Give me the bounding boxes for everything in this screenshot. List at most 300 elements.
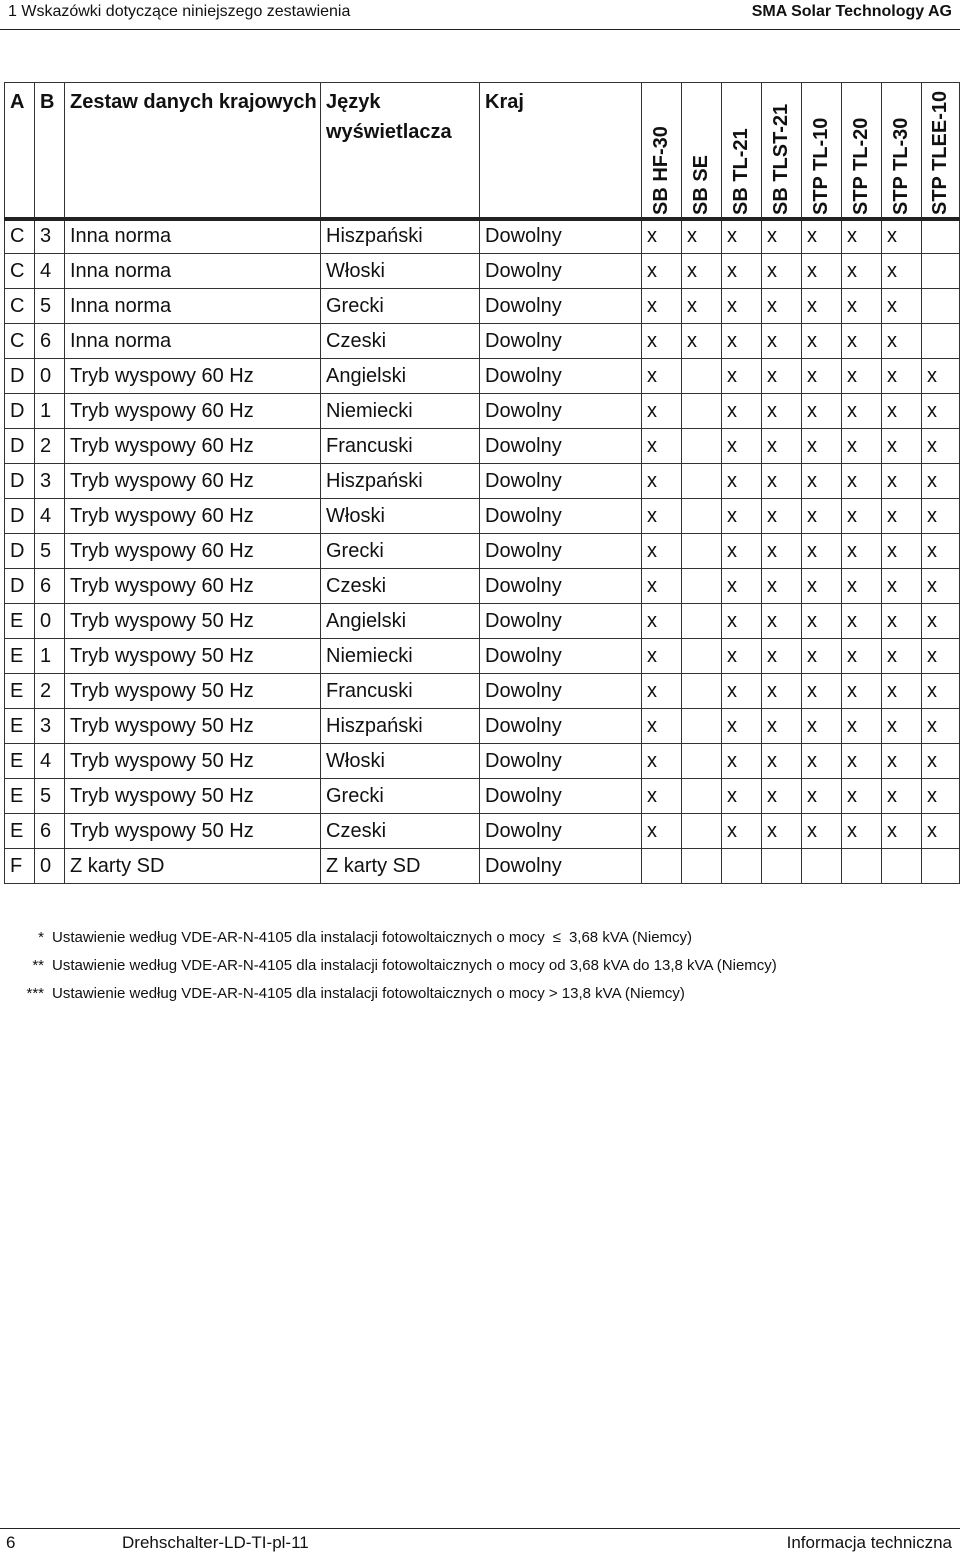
cell-mark: x bbox=[642, 569, 682, 604]
footnote-text: Ustawienie według VDE-AR-N-4105 dla instalacji fotowoltaicznych o mocy ≤ 3,68 kVA (Niemcy) bbox=[52, 924, 692, 952]
cell-mark: x bbox=[802, 359, 842, 394]
cell-mark: x bbox=[642, 744, 682, 779]
cell-a: D bbox=[5, 499, 35, 534]
page-number: 6 bbox=[6, 1533, 16, 1552]
cell-mark: x bbox=[762, 394, 802, 429]
header-model: STP TL-10 bbox=[802, 83, 842, 219]
cell-mark: x bbox=[882, 359, 922, 394]
cell-mark: x bbox=[722, 674, 762, 709]
cell-mark: x bbox=[802, 779, 842, 814]
cell-dataset: Tryb wyspowy 50 Hz bbox=[65, 814, 321, 849]
cell-a: C bbox=[5, 219, 35, 254]
cell-mark: x bbox=[642, 289, 682, 324]
cell-mark: x bbox=[722, 499, 762, 534]
cell-a: F bbox=[5, 849, 35, 884]
cell-mark: x bbox=[922, 814, 960, 849]
cell-language: Z karty SD bbox=[321, 849, 480, 884]
cell-mark: x bbox=[802, 289, 842, 324]
cell-b: 3 bbox=[35, 219, 65, 254]
cell-mark: x bbox=[922, 534, 960, 569]
cell-mark: x bbox=[802, 254, 842, 289]
header-model: SB HF-30 bbox=[642, 83, 682, 219]
cell-country: Dowolny bbox=[480, 569, 642, 604]
cell-country: Dowolny bbox=[480, 219, 642, 254]
cell-mark: x bbox=[802, 324, 842, 359]
cell-mark bbox=[722, 849, 762, 884]
cell-language: Angielski bbox=[321, 359, 480, 394]
cell-mark: x bbox=[802, 604, 842, 639]
cell-language: Włoski bbox=[321, 254, 480, 289]
cell-mark: x bbox=[922, 429, 960, 464]
header-language: Język wyświetlacza bbox=[321, 83, 480, 219]
cell-mark: x bbox=[802, 429, 842, 464]
cell-mark: x bbox=[762, 604, 802, 639]
cell-a: D bbox=[5, 359, 35, 394]
cell-mark: x bbox=[882, 499, 922, 534]
cell-b: 3 bbox=[35, 709, 65, 744]
cell-mark: x bbox=[722, 219, 762, 254]
cell-mark bbox=[682, 429, 722, 464]
cell-mark: x bbox=[722, 779, 762, 814]
cell-a: D bbox=[5, 464, 35, 499]
cell-mark: x bbox=[802, 814, 842, 849]
cell-language: Grecki bbox=[321, 534, 480, 569]
cell-mark: x bbox=[882, 639, 922, 674]
table-row bbox=[5, 569, 960, 604]
cell-a: E bbox=[5, 709, 35, 744]
cell-mark bbox=[842, 849, 882, 884]
cell-mark: x bbox=[642, 394, 682, 429]
table-row bbox=[5, 289, 960, 324]
footnote-symbol: ** bbox=[32, 957, 44, 974]
cell-a: C bbox=[5, 289, 35, 324]
cell-language: Francuski bbox=[321, 674, 480, 709]
footnote-symbol: * bbox=[38, 929, 44, 946]
cell-mark: x bbox=[722, 709, 762, 744]
footnote-symbol: *** bbox=[26, 985, 44, 1002]
cell-language: Hiszpański bbox=[321, 219, 480, 254]
cell-mark bbox=[642, 849, 682, 884]
cell-mark: x bbox=[922, 464, 960, 499]
cell-language: Czeski bbox=[321, 324, 480, 359]
cell-mark: x bbox=[842, 814, 882, 849]
cell-a: E bbox=[5, 744, 35, 779]
cell-mark: x bbox=[882, 464, 922, 499]
cell-dataset: Tryb wyspowy 60 Hz bbox=[65, 534, 321, 569]
cell-mark: x bbox=[842, 534, 882, 569]
cell-mark: x bbox=[642, 254, 682, 289]
cell-mark: x bbox=[762, 324, 802, 359]
page-header bbox=[0, 0, 960, 30]
cell-mark: x bbox=[842, 604, 882, 639]
cell-mark: x bbox=[842, 464, 882, 499]
cell-mark: x bbox=[722, 639, 762, 674]
cell-mark: x bbox=[722, 324, 762, 359]
cell-mark: x bbox=[722, 254, 762, 289]
cell-mark: x bbox=[762, 429, 802, 464]
cell-a: E bbox=[5, 779, 35, 814]
cell-country: Dowolny bbox=[480, 814, 642, 849]
table-row bbox=[5, 639, 960, 674]
header-model: STP TLEE-10 bbox=[922, 83, 960, 219]
cell-a: C bbox=[5, 324, 35, 359]
cell-mark bbox=[922, 219, 960, 254]
cell-mark: x bbox=[762, 499, 802, 534]
table-row bbox=[5, 849, 960, 884]
cell-b: 4 bbox=[35, 254, 65, 289]
cell-mark: x bbox=[642, 219, 682, 254]
cell-mark: x bbox=[642, 779, 682, 814]
table-row bbox=[5, 429, 960, 464]
cell-mark: x bbox=[882, 429, 922, 464]
cell-mark: x bbox=[642, 604, 682, 639]
document-id: Drehschalter-LD-TI-pl-11 bbox=[122, 1533, 309, 1552]
header-dataset: Zestaw danych krajowych bbox=[65, 83, 321, 219]
table-row bbox=[5, 464, 960, 499]
cell-b: 6 bbox=[35, 324, 65, 359]
cell-mark: x bbox=[842, 639, 882, 674]
cell-country: Dowolny bbox=[480, 709, 642, 744]
cell-b: 1 bbox=[35, 639, 65, 674]
cell-mark: x bbox=[922, 394, 960, 429]
cell-mark: x bbox=[762, 254, 802, 289]
cell-country: Dowolny bbox=[480, 324, 642, 359]
cell-mark: x bbox=[922, 569, 960, 604]
cell-mark: x bbox=[842, 324, 882, 359]
cell-a: C bbox=[5, 254, 35, 289]
cell-country: Dowolny bbox=[480, 674, 642, 709]
cell-country: Dowolny bbox=[480, 289, 642, 324]
cell-mark bbox=[802, 849, 842, 884]
cell-a: E bbox=[5, 674, 35, 709]
cell-mark: x bbox=[842, 674, 882, 709]
cell-country: Dowolny bbox=[480, 359, 642, 394]
cell-mark: x bbox=[762, 814, 802, 849]
cell-mark bbox=[682, 604, 722, 639]
table-row bbox=[5, 324, 960, 359]
cell-mark: x bbox=[802, 709, 842, 744]
cell-mark bbox=[682, 394, 722, 429]
cell-mark: x bbox=[842, 569, 882, 604]
cell-mark bbox=[682, 779, 722, 814]
company-name: SMA Solar Technology AG bbox=[751, 3, 952, 20]
cell-mark: x bbox=[882, 324, 922, 359]
cell-mark: x bbox=[762, 534, 802, 569]
cell-mark: x bbox=[762, 464, 802, 499]
table-header-row bbox=[5, 83, 960, 219]
cell-country: Dowolny bbox=[480, 604, 642, 639]
cell-b: 6 bbox=[35, 569, 65, 604]
cell-mark: x bbox=[642, 639, 682, 674]
table-row bbox=[5, 254, 960, 289]
cell-dataset: Inna norma bbox=[65, 289, 321, 324]
footnotes bbox=[4, 924, 777, 1008]
cell-language: Niemiecki bbox=[321, 394, 480, 429]
cell-mark: x bbox=[922, 499, 960, 534]
cell-b: 5 bbox=[35, 289, 65, 324]
cell-mark bbox=[922, 254, 960, 289]
cell-mark: x bbox=[722, 814, 762, 849]
cell-language: Włoski bbox=[321, 499, 480, 534]
table-row bbox=[5, 674, 960, 709]
cell-mark: x bbox=[922, 604, 960, 639]
footnote bbox=[4, 980, 777, 1008]
cell-mark: x bbox=[722, 744, 762, 779]
cell-mark: x bbox=[842, 744, 882, 779]
section-title: 1 Wskazówki dotyczące niniejszego zestawienia bbox=[8, 3, 351, 20]
cell-dataset: Inna norma bbox=[65, 324, 321, 359]
cell-mark: x bbox=[882, 394, 922, 429]
table-row bbox=[5, 814, 960, 849]
cell-mark: x bbox=[762, 744, 802, 779]
cell-mark: x bbox=[842, 219, 882, 254]
cell-mark: x bbox=[642, 324, 682, 359]
cell-mark: x bbox=[762, 674, 802, 709]
cell-mark bbox=[922, 849, 960, 884]
cell-mark: x bbox=[722, 289, 762, 324]
footnote bbox=[4, 924, 777, 952]
cell-b: 5 bbox=[35, 779, 65, 814]
cell-mark: x bbox=[642, 499, 682, 534]
table-row bbox=[5, 779, 960, 814]
cell-mark: x bbox=[922, 744, 960, 779]
cell-mark: x bbox=[842, 254, 882, 289]
cell-a: E bbox=[5, 814, 35, 849]
cell-mark: x bbox=[722, 359, 762, 394]
cell-mark: x bbox=[762, 359, 802, 394]
cell-mark: x bbox=[642, 534, 682, 569]
cell-mark: x bbox=[762, 779, 802, 814]
header-model: STP TL-20 bbox=[842, 83, 882, 219]
footnote-text: Ustawienie według VDE-AR-N-4105 dla instalacji fotowoltaicznych o mocy > 13,8 kVA (Niemcy) bbox=[52, 985, 685, 1002]
less-equal-symbol: ≤ bbox=[552, 929, 561, 946]
cell-mark: x bbox=[642, 464, 682, 499]
cell-dataset: Tryb wyspowy 60 Hz bbox=[65, 359, 321, 394]
cell-mark bbox=[682, 499, 722, 534]
cell-country: Dowolny bbox=[480, 254, 642, 289]
cell-language: Grecki bbox=[321, 779, 480, 814]
header-country: Kraj bbox=[480, 83, 642, 219]
cell-dataset: Tryb wyspowy 60 Hz bbox=[65, 464, 321, 499]
document-type: Informacja techniczna bbox=[786, 1533, 952, 1552]
cell-b: 2 bbox=[35, 674, 65, 709]
table-row bbox=[5, 604, 960, 639]
cell-mark bbox=[882, 849, 922, 884]
cell-mark bbox=[682, 674, 722, 709]
cell-mark bbox=[682, 639, 722, 674]
cell-b: 4 bbox=[35, 499, 65, 534]
cell-language: Hiszpański bbox=[321, 464, 480, 499]
header-b: B bbox=[35, 83, 65, 219]
table-row bbox=[5, 534, 960, 569]
cell-mark: x bbox=[642, 709, 682, 744]
cell-language: Czeski bbox=[321, 814, 480, 849]
cell-b: 6 bbox=[35, 814, 65, 849]
cell-country: Dowolny bbox=[480, 744, 642, 779]
cell-mark: x bbox=[882, 289, 922, 324]
cell-mark: x bbox=[882, 534, 922, 569]
cell-mark: x bbox=[802, 534, 842, 569]
cell-b: 3 bbox=[35, 464, 65, 499]
cell-dataset: Tryb wyspowy 60 Hz bbox=[65, 429, 321, 464]
table-row bbox=[5, 709, 960, 744]
cell-language: Niemiecki bbox=[321, 639, 480, 674]
cell-mark: x bbox=[802, 499, 842, 534]
cell-a: E bbox=[5, 639, 35, 674]
cell-mark bbox=[682, 709, 722, 744]
header-model: SB TL-21 bbox=[722, 83, 762, 219]
cell-mark: x bbox=[802, 744, 842, 779]
cell-a: D bbox=[5, 534, 35, 569]
cell-language: Włoski bbox=[321, 744, 480, 779]
header-a: A bbox=[5, 83, 35, 219]
cell-mark: x bbox=[682, 254, 722, 289]
cell-mark: x bbox=[922, 639, 960, 674]
cell-mark: x bbox=[882, 604, 922, 639]
cell-mark: x bbox=[922, 779, 960, 814]
header-model: SB SE bbox=[682, 83, 722, 219]
cell-b: 0 bbox=[35, 359, 65, 394]
cell-mark: x bbox=[762, 569, 802, 604]
cell-mark: x bbox=[642, 814, 682, 849]
page-footer bbox=[0, 1528, 960, 1553]
cell-mark: x bbox=[642, 429, 682, 464]
cell-b: 0 bbox=[35, 604, 65, 639]
cell-mark: x bbox=[842, 709, 882, 744]
cell-mark: x bbox=[882, 219, 922, 254]
cell-dataset: Tryb wyspowy 50 Hz bbox=[65, 604, 321, 639]
cell-mark bbox=[682, 814, 722, 849]
cell-country: Dowolny bbox=[480, 464, 642, 499]
cell-mark: x bbox=[802, 674, 842, 709]
header-model: SB TLST-21 bbox=[762, 83, 802, 219]
cell-language: Angielski bbox=[321, 604, 480, 639]
cell-mark: x bbox=[842, 359, 882, 394]
cell-mark: x bbox=[722, 569, 762, 604]
cell-mark: x bbox=[762, 289, 802, 324]
cell-mark: x bbox=[802, 464, 842, 499]
cell-mark bbox=[682, 359, 722, 394]
cell-dataset: Tryb wyspowy 50 Hz bbox=[65, 779, 321, 814]
cell-country: Dowolny bbox=[480, 534, 642, 569]
cell-mark: x bbox=[882, 709, 922, 744]
cell-mark: x bbox=[722, 534, 762, 569]
cell-mark: x bbox=[762, 219, 802, 254]
cell-mark: x bbox=[642, 674, 682, 709]
cell-dataset: Tryb wyspowy 50 Hz bbox=[65, 744, 321, 779]
cell-dataset: Tryb wyspowy 60 Hz bbox=[65, 499, 321, 534]
table-row bbox=[5, 219, 960, 254]
cell-a: E bbox=[5, 604, 35, 639]
cell-mark: x bbox=[722, 604, 762, 639]
footnote-text: Ustawienie według VDE-AR-N-4105 dla instalacji fotowoltaicznych o mocy od 3,68 kVA do 13,8 kVA (Niemcy) bbox=[52, 957, 777, 974]
cell-mark: x bbox=[882, 674, 922, 709]
cell-dataset: Z karty SD bbox=[65, 849, 321, 884]
cell-country: Dowolny bbox=[480, 779, 642, 814]
cell-b: 2 bbox=[35, 429, 65, 464]
cell-mark bbox=[682, 534, 722, 569]
cell-language: Grecki bbox=[321, 289, 480, 324]
table-row bbox=[5, 394, 960, 429]
cell-mark: x bbox=[722, 464, 762, 499]
cell-b: 0 bbox=[35, 849, 65, 884]
cell-dataset: Inna norma bbox=[65, 219, 321, 254]
cell-b: 5 bbox=[35, 534, 65, 569]
cell-b: 1 bbox=[35, 394, 65, 429]
cell-mark: x bbox=[642, 359, 682, 394]
cell-mark: x bbox=[922, 674, 960, 709]
cell-language: Francuski bbox=[321, 429, 480, 464]
cell-mark: x bbox=[882, 814, 922, 849]
cell-country: Dowolny bbox=[480, 639, 642, 674]
cell-mark: x bbox=[722, 429, 762, 464]
table-body bbox=[5, 219, 960, 884]
cell-dataset: Tryb wyspowy 60 Hz bbox=[65, 569, 321, 604]
cell-a: D bbox=[5, 569, 35, 604]
cell-mark: x bbox=[842, 289, 882, 324]
cell-mark: x bbox=[762, 639, 802, 674]
cell-mark bbox=[922, 324, 960, 359]
table-row bbox=[5, 744, 960, 779]
cell-mark: x bbox=[802, 394, 842, 429]
cell-dataset: Inna norma bbox=[65, 254, 321, 289]
cell-mark bbox=[762, 849, 802, 884]
cell-country: Dowolny bbox=[480, 849, 642, 884]
cell-mark: x bbox=[922, 359, 960, 394]
cell-mark: x bbox=[722, 394, 762, 429]
cell-mark: x bbox=[842, 394, 882, 429]
cell-mark: x bbox=[922, 709, 960, 744]
cell-country: Dowolny bbox=[480, 394, 642, 429]
cell-mark: x bbox=[882, 254, 922, 289]
cell-mark: x bbox=[682, 289, 722, 324]
country-dataset-table bbox=[4, 82, 960, 884]
cell-mark: x bbox=[842, 429, 882, 464]
cell-mark: x bbox=[802, 219, 842, 254]
cell-language: Czeski bbox=[321, 569, 480, 604]
cell-b: 4 bbox=[35, 744, 65, 779]
header-model: STP TL-30 bbox=[882, 83, 922, 219]
cell-a: D bbox=[5, 429, 35, 464]
cell-mark: x bbox=[882, 744, 922, 779]
cell-dataset: Tryb wyspowy 50 Hz bbox=[65, 709, 321, 744]
cell-dataset: Tryb wyspowy 50 Hz bbox=[65, 639, 321, 674]
footnote bbox=[4, 952, 777, 980]
cell-mark bbox=[922, 289, 960, 324]
cell-mark: x bbox=[882, 569, 922, 604]
cell-language: Hiszpański bbox=[321, 709, 480, 744]
cell-mark: x bbox=[842, 499, 882, 534]
cell-mark: x bbox=[682, 219, 722, 254]
cell-mark: x bbox=[802, 569, 842, 604]
cell-country: Dowolny bbox=[480, 499, 642, 534]
cell-mark: x bbox=[682, 324, 722, 359]
cell-dataset: Tryb wyspowy 60 Hz bbox=[65, 394, 321, 429]
cell-country: Dowolny bbox=[480, 429, 642, 464]
cell-mark bbox=[682, 849, 722, 884]
cell-mark: x bbox=[842, 779, 882, 814]
table-row bbox=[5, 499, 960, 534]
cell-dataset: Tryb wyspowy 50 Hz bbox=[65, 674, 321, 709]
cell-a: D bbox=[5, 394, 35, 429]
cell-mark bbox=[682, 569, 722, 604]
cell-mark bbox=[682, 744, 722, 779]
cell-mark: x bbox=[802, 639, 842, 674]
cell-mark: x bbox=[762, 709, 802, 744]
table-row bbox=[5, 359, 960, 394]
cell-mark bbox=[682, 464, 722, 499]
cell-mark: x bbox=[882, 779, 922, 814]
